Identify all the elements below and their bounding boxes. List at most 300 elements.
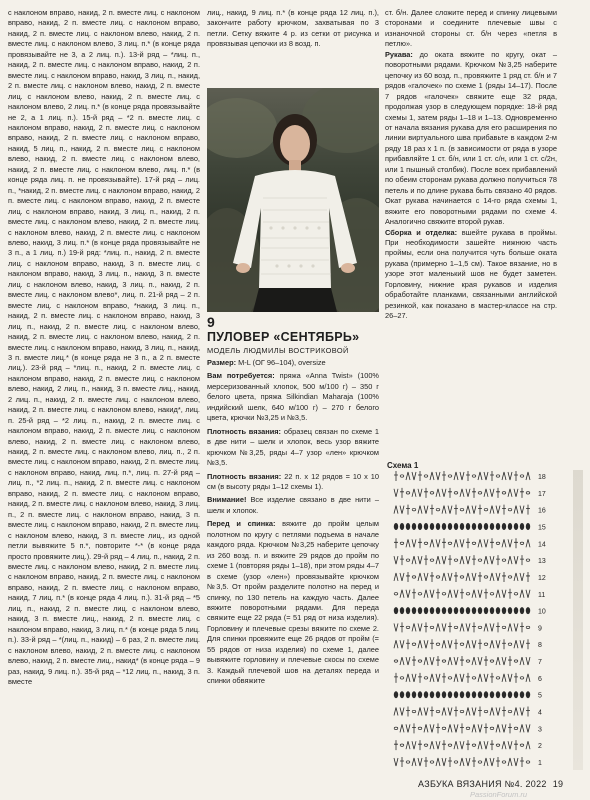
pattern-number: 9 [207,314,215,330]
stitch-symbol [514,640,518,648]
spec-paragraph [207,427,379,469]
stitch-symbol [508,723,512,733]
schema-row [394,488,530,498]
stitch-symbol [412,556,416,564]
stitch-symbol [508,691,512,698]
stitch-symbol [436,758,440,766]
stitch-symbol [412,576,416,578]
stitch-symbol [430,707,434,717]
stitch-symbol [520,506,524,514]
stitch-symbol [406,691,410,698]
stitch-symbol [526,761,530,763]
spec-paragraph [207,358,379,368]
stitch-symbol [460,489,464,497]
stitch-symbol [466,506,470,514]
stitch-symbol [424,573,428,581]
stitch-symbol [520,607,524,614]
stitch-symbol [400,757,404,767]
stitch-symbol [466,727,470,729]
row-number-label: 12 [538,574,546,582]
row-number-label: 17 [538,490,546,498]
stitch-symbol [502,657,506,665]
stitch-symbol [490,471,494,481]
stitch-symbol [496,542,500,544]
schema-row [394,607,530,614]
stitch-symbol [508,589,512,599]
stitch-symbol [406,492,410,494]
assembly-paragraph [385,8,557,50]
stitch-symbol [490,607,494,614]
stitch-symbol [436,723,440,733]
stitch-symbol [496,607,500,614]
stitch-symbol [448,573,452,581]
stitch-symbol [478,607,482,614]
stitch-symbol [520,724,524,732]
page-footer [418,779,563,789]
stitch-symbol [400,677,404,679]
stitch-symbol [478,590,482,598]
stitch-symbol [400,708,404,716]
stitch-symbol [454,505,458,515]
stitch-symbol [400,488,404,498]
stitch-symbol [520,640,524,648]
row-number-label: 5 [538,692,542,700]
stitch-symbol [508,556,512,564]
stitch-symbol [514,727,518,729]
stitch-symbol [496,523,500,530]
stitch-symbol [442,489,446,497]
stitch-symbol [424,657,428,665]
stitch-symbol [418,727,422,729]
stitch-symbol [478,523,482,530]
stitch-symbol [484,523,488,530]
schema-row [394,691,530,698]
stitch-symbol [394,640,398,648]
stitch-symbol [394,708,398,716]
stitch-symbol [430,674,434,682]
stitch-symbol [490,708,494,716]
stitch-symbol [442,740,446,750]
stitch-symbol [406,626,410,628]
stitch-symbol [508,539,512,547]
stitch-symbol [394,660,398,662]
stitch-symbol [406,607,410,614]
stitch-symbol [496,724,500,732]
stitch-symbol [448,590,452,598]
stitch-symbol [430,639,434,649]
pattern-header [207,314,379,356]
stitch-symbol [466,640,470,648]
stitch-symbol [484,556,488,564]
stitch-symbol [490,727,494,729]
stitch-symbol [400,590,404,598]
stitch-symbol [406,761,410,763]
pattern-instructions-continued: лиц., накид, 9 лиц. п.* (в конце ряда 12 лиц. п.), закончите работу крючком, захватывая по 3 петли. Сетку вяжите 4 р. из сетки от рисунка и провязывая цепочки из 8 возд. п. [207,8,379,49]
stitch-symbol [424,523,428,530]
stitch-symbol [472,590,476,598]
stitch-symbol [406,472,410,480]
spec-text: M-L (ОГ 96–104), oversize [238,358,326,367]
stitch-symbol [418,523,422,530]
stitch-symbol [490,740,494,750]
stitch-symbol [430,607,434,614]
stitch-symbol [478,707,482,717]
spec-label: Плотность вязания: [207,426,282,436]
stitch-symbol [406,741,410,749]
stitch-symbol [442,556,446,564]
stitch-symbol [496,677,500,679]
stitch-symbol [472,744,476,746]
schema-row [394,589,530,599]
stitch-symbol [520,542,524,544]
stitch-symbol [448,677,452,679]
stitch-symbol [394,556,398,564]
stitch-symbol [436,691,440,698]
stitch-symbol [400,640,404,648]
stitch-symbol [412,623,416,631]
stitch-symbol [424,506,428,514]
stitch-symbol [472,691,476,698]
stitch-symbol [424,542,428,544]
stitch-symbol [454,724,458,732]
stitch-symbol [436,589,440,599]
stitch-symbol [448,607,452,614]
stitch-symbol [514,623,518,631]
stitch-symbol [406,559,410,561]
stitch-symbol [484,643,488,645]
stitch-symbol [436,576,440,578]
stitch-symbol [430,590,434,598]
stitch-symbol [520,677,524,679]
stitch-symbol [490,593,494,595]
stitch-symbol [490,556,494,564]
schema-row [394,707,530,717]
stitch-symbol [526,707,530,717]
stitch-symbol [496,488,500,498]
stitch-symbol [460,589,464,599]
stitch-symbol [502,505,506,515]
stitch-symbol [496,555,500,565]
stitch-symbol [508,656,512,666]
row-number-label: 18 [538,474,546,481]
stitch-symbol [496,640,500,648]
stitch-symbol [400,657,404,665]
stitch-symbol [472,607,476,614]
stitch-symbol [406,639,410,649]
stitch-symbol [466,740,470,750]
stitch-symbol [520,744,524,746]
stitch-symbol [484,656,488,666]
assembly-text: ст. б/н. Далее сложите перед и спинку лицевыми сторонами и соедините плечевые швы с изнаночной стороны ст. б/н через «петля в петлю». [385,8,557,49]
stitch-symbol [526,590,530,598]
stitch-symbol [448,523,452,530]
stitch-symbol [424,708,428,716]
stitch-symbol [508,576,512,578]
stitch-symbol [472,622,476,632]
stitch-symbol [472,757,476,767]
stitch-symbol [502,626,506,628]
text-column-2-top [207,8,379,54]
stitch-symbol [442,758,446,766]
stitch-symbol [394,538,398,548]
stitch-symbol [490,660,494,662]
stitch-symbol [448,488,452,498]
stitch-symbol [406,724,410,732]
stitch-symbol [478,505,482,515]
stitch-symbol [394,740,398,750]
stitch-symbol [466,489,470,497]
row-number-label: 4 [538,709,542,717]
stitch-symbol [490,673,494,683]
stitch-symbol [484,508,488,510]
stitch-symbol [472,657,476,665]
stitch-symbol [430,572,434,582]
stitch-symbol [526,539,530,547]
row-number-label: 11 [538,591,546,599]
stitch-symbol [424,640,428,648]
page-edge-shadow [573,470,583,770]
stitch-symbol [442,708,446,716]
stitch-symbol [484,607,488,614]
stitch-symbol [424,607,428,614]
sleeves-paragraph [385,50,557,228]
stitch-symbol [526,674,530,682]
stitch-symbol [400,573,404,581]
row-number-label: 9 [538,625,542,633]
woman-in-sweater-illustration [207,88,379,312]
stitch-symbol [424,488,428,498]
schema-row [394,555,530,565]
stitch-symbol [454,639,458,649]
stitch-symbol [514,740,518,750]
stitch-symbol [460,623,464,631]
stitch-symbol [484,472,488,480]
stitch-symbol [502,707,506,717]
stitch-symbol [430,626,434,628]
stitch-symbol [472,640,476,648]
stitch-symbol [400,542,404,544]
row-number-label: 7 [538,659,542,667]
text-column-1 [8,8,200,687]
stitch-symbol [466,691,470,698]
stitch-symbol [496,757,500,767]
finishing-text: вшейте рукава в проймы. При необходимости зашейте нижнюю часть проймы, если она получится чуть больше оката рукава (примерно 1–1,5 см). Такое вязание, но в узоре этот маленький шов не будет заметен. Горловину, нижние края рукавов и изделия обработайте планками, связанными английской резинкой, как показано в мастер-классе на стр. 26–27. [385,227,557,321]
stitch-symbol [448,506,452,514]
stitch-symbol [472,523,476,530]
stitch-symbol [520,757,524,767]
stitch-symbol [424,622,428,632]
stitch-symbol [412,508,416,510]
stitch-symbol [448,691,452,698]
stitch-symbol [514,758,518,766]
schema-row [394,471,530,481]
stitch-symbol [490,538,494,548]
stitch-symbol [442,727,446,729]
stitch-symbol [508,472,512,480]
stitch-symbol [400,475,404,477]
stitch-symbol [418,607,422,614]
stitch-symbol [412,758,416,766]
stitch-symbol [526,657,530,665]
stitch-symbol [412,523,416,530]
stitch-symbol [418,691,422,698]
stitch-symbol [466,556,470,564]
stitch-symbol [520,555,524,565]
stitch-symbol [400,607,404,614]
stitch-symbol [448,657,452,665]
stitch-symbol [454,492,458,494]
spec-paragraph [207,495,379,516]
stitch-symbol [454,539,458,547]
stitch-symbol [478,472,482,480]
stitch-symbol [526,559,530,561]
stitch-symbol [394,593,398,595]
stitch-symbol [514,593,518,595]
stitch-symbol [526,472,530,480]
row-number-label: 10 [538,608,546,616]
stitch-symbol [526,741,530,749]
stitch-symbol [442,673,446,683]
stitch-symbol [484,723,488,733]
stitch-symbol [484,741,488,749]
stitch-symbol [430,472,434,480]
schema-row [394,656,530,666]
stitch-symbol [442,691,446,698]
stitch-symbol [448,542,452,544]
stitch-symbol [400,506,404,514]
stitch-symbol [502,724,506,732]
stitch-symbol [406,590,410,598]
stitch-symbol [502,741,506,749]
stitch-symbol [514,471,518,481]
stitch-symbol [412,656,416,666]
stitch-symbol [424,691,428,698]
stitch-symbol [400,622,404,632]
spec-label: Перед и спинка: [207,519,276,529]
stitch-symbol [478,539,482,547]
stitch-symbol [460,576,464,578]
spec-text: пряжа «Anna Twist» (100% мерсеризованный хлопок, 500 м/100 г) – 350 г белого цвета, пряжа Silkindian Maharaja (100% индийский шелк, 640 м/100 г) – 270 г белого цвета, крючки №3,25 и №3,5. [207,371,379,423]
schema-row [394,673,530,683]
spec-label: Плотность вязания: [207,471,282,481]
schema-row [394,740,530,750]
stitch-symbol [502,472,506,480]
stitch-symbol [478,724,482,732]
stitch-symbol [418,556,422,564]
stitch-symbol [472,573,476,581]
stitch-symbol [460,710,464,712]
spec-text: Все изделие связано в две нити – шелк и хлопок. [207,495,379,515]
text-column-3 [385,8,557,322]
stitch-symbol [514,489,518,497]
stitch-symbol [442,506,446,514]
stitch-symbol [502,691,506,698]
stitch-symbol [496,622,500,632]
stitch-symbol [502,607,506,614]
stitch-symbol [460,523,464,530]
stitch-symbol [460,674,464,682]
schema-title: Схема 1 [387,461,419,470]
stitch-symbol [466,523,470,530]
stitch-symbol [448,622,452,632]
stitch-symbol [526,523,530,530]
stitch-symbol [514,673,518,683]
stitch-symbol [418,506,422,514]
stitch-symbol [460,472,464,480]
stitch-symbol [430,761,434,763]
spec-text: образец связан по схеме 1 в две нити – шелк и хлопок, весь узор вяжите крючком №3,25, ряды 4–7 узор «лен» крючком №3,5. [207,426,380,468]
stitch-symbol [472,506,476,514]
stitch-symbol [514,506,518,514]
stitch-symbol [520,590,524,598]
row-number-label: 1 [538,760,542,767]
stitch-symbol [394,673,398,683]
stitch-symbol [490,640,494,648]
stitch-symbol [400,691,404,698]
stitch-symbol [436,623,440,631]
stitch-symbol [412,607,416,614]
schema-row [394,572,530,582]
stitch-symbol [526,572,530,582]
stitch-symbol [394,573,398,581]
stitch-symbol [472,724,476,732]
pattern-instructions-text: с наклоном вправо, накид, 2 п. вместе лиц. с наклоном вправо, накид, 2 п. вместе лиц. с наклоном вправо, накид, 2 п. вместе лиц. с наклоном влево, накид, 2 п. вместе лиц. с наклоном влево, 3 лиц. п.* (в конце ряда провязывайте не 3, а 2 лиц. п.). 13-й ряд – *лиц. п., накид, 2 п. вместе лиц. с наклоном вправо, накид, 2 п. вместе лиц. с наклоном вправо, накид, 3 лиц. п., накид, 2 п. вместе лиц. с наклоном влево, накид, 2 п. вместе лиц. с наклоном влево, накид, 2 п. вместе лиц. с наклоном влево, 2 лиц. п.* (в конце ряда провязывайте не 2, а 1 лиц. п.). 15-й ряд – *2 п. вместе лиц. с наклоном вправо, накид, 2 п. вместе лиц. с наклоном вправо, накид, 2 п. вместе лиц. с наклоном вправо, накид, 5 лиц. п., накид, 2 п. вместе лиц. с наклоном влево, накид, 2 п. вместе лиц. с наклоном влево, накид, 2 п. вместе лиц. с наклоном влево, лиц. п.* (в конце ряда лиц. п. не провязывайте). 17-й ряд – лиц. п., *накид, 2 п. вместе лиц. с наклоном вправо, накид, 2 п. вместе лиц. с наклоном вправо, накид, 2 п. вместе лиц. с наклоном вправо, накид, 3 лиц. п., накид, 2 п. вместе лиц. с наклоном влево, накид, 2 п. вместе лиц. с наклоном влево, накид, 2 п. вместе лиц. с наклоном влево, накид, 3 лиц. п.* (в конце ряда провязывайте не 3 п., а 1 лиц. п.) 19-й ряд: *лиц. п., накид, 2 п. вместе лиц. с наклоном вправо, накид, 3 п. вместе лиц. с наклоном вправо, накид, 3 лиц. п., накид, 3 п. вместе лиц. с наклоном влево, накид, 3 лиц. п., накид, 2 п. вместе лиц. с наклоном влево*, лиц. п. 21-й ряд – 2 п. вместе лиц. с наклоном вправо, *накид, 3 лиц. п., накид, 2 п. вместе лиц. с наклоном вправо, накид, 3 лиц. п., накид, 2 п. вместе лиц. с наклоном влево, накид, 2 п. вместе лиц. с наклоном влево, накид, 2 п. вместе лиц. с наклоном вправо, накид, 3 лиц. п., накид, 3 п. вместе лиц.* (в конце ряда не 3 п., а 2 п. вместе лиц.). 23-й ряд – *лиц. п., накид, 2 п. вместе лиц. с наклоном вправо, накид, 2 п. вместе лиц. с наклоном влево, накид, 2 лиц. п., накид, 3 п. вместе лиц., накид, 2 лиц. п., накид, 2 п. вместе лиц. с наклоном влево, накид, 2 п. вместе лиц. с наклоном влево, накид*, лиц. п. 25-й ряд – *2 лиц. п., накид, 2 п. вместе лиц. с наклоном вправо, накид, 2 п. вместе лиц. с наклоном влево, накид, 2 п. вместе лиц. с наклоном влево, накид, 2 п. вместе лиц. с наклоном влево, лиц. п., 2 п. вместе лиц. с наклоном вправо, накид, 2 п. вместе лиц. с наклоном вправо, накид, лиц. п.*, лиц. п. 27-й ряд – лиц. п., *2 лиц. п., накид, 2 п. вместе лиц. с наклоном вправо, накид, 2 п. вместе лиц. с наклоном вправо, накид, 2 п. вместе лиц. с наклоном влево, накид, 3 лиц. п., 2 п. вместе лиц. с наклоном вправо, накид, 3 п. вместе лиц. с наклоном вправо, накид, 2 п. вместе лиц. с наклоном влево, накид, 3 п. вместе лиц., из одной петли вывяжите 5 п.*, повторите *-* (в конце ряда просто провяжите лиц.). 29-й ряд – 4 лиц. п., накид, 2 п. вместе лиц. с наклоном влево, накид, 2 п. вместе лиц. с наклоном вправо, накид, 2 п. вместе лиц. с наклоном вправо, накид, 2 п. вместе лиц. с наклоном вправо, накид, 7 лиц. п.* (в конце ряда 4 лиц. п.). 31-й ряд – *5 лиц. п., накид, 2 п. вместе лиц. с наклоном влево, накид, 3 п. вместе лиц., накид, 2 п. вместе лиц. с наклоном вправо, накид, 3 лиц. п.* (в конце ряда 5 лиц. п.). 33-й ряд – *(лиц. п., накид) – 6 раз, 2 п. вместе лиц. с наклоном влево, накид, 2 п. вместе лиц. с наклоном влево, накид, 2 п. вместе лиц., накид* (в конце ряда – 9 раз, накид, 9 лиц. п.). 35-й ряд – *12 лиц. п., накид, 3 п. вместе [8,8,201,686]
stitch-symbol [514,556,518,564]
stitch-symbol [400,724,404,732]
stitch-symbol [436,508,440,510]
stitch-symbol [460,656,464,666]
stitch-symbol [442,640,446,648]
stitch-symbol [502,492,506,494]
stitch-symbol [472,475,476,477]
stitch-symbol [436,674,440,682]
stitch-symbol [418,708,422,716]
stitch-symbol [466,673,470,683]
stitch-symbol [436,741,440,749]
stitch-symbol [496,573,500,581]
stitch-symbol [472,708,476,716]
stitch-symbol [508,607,512,614]
stitch-symbol [418,471,422,481]
stitch-symbol [478,674,482,682]
schema-row [394,723,530,733]
stitch-symbol [412,589,416,599]
stitch-symbol [460,539,464,547]
stitch-symbol [520,523,524,530]
stitch-symbol [394,623,398,631]
stitch-symbol [484,691,488,698]
stitch-symbol [406,539,410,547]
stitch-symbol [406,505,410,515]
stitch-symbol [484,623,488,631]
row-number-label: 3 [538,726,542,734]
stitch-symbol [484,758,488,766]
stitch-symbol [508,710,512,712]
stitch-symbol [394,607,398,614]
stitch-symbol [430,724,434,732]
stitch-symbol [520,657,524,665]
stitch-symbol [478,691,482,698]
stitch-symbol [520,691,524,698]
stitch-symbol [514,538,518,548]
stitch-symbol [526,607,530,614]
stitch-symbol [496,657,500,665]
stitch-symbol [460,758,464,766]
magazine-title: АЗБУКА ВЯЗАНИЯ №4. 2022 [418,779,547,789]
stitch-symbol [412,674,416,682]
stitch-symbol [496,744,500,746]
stitch-symbol [466,573,470,581]
